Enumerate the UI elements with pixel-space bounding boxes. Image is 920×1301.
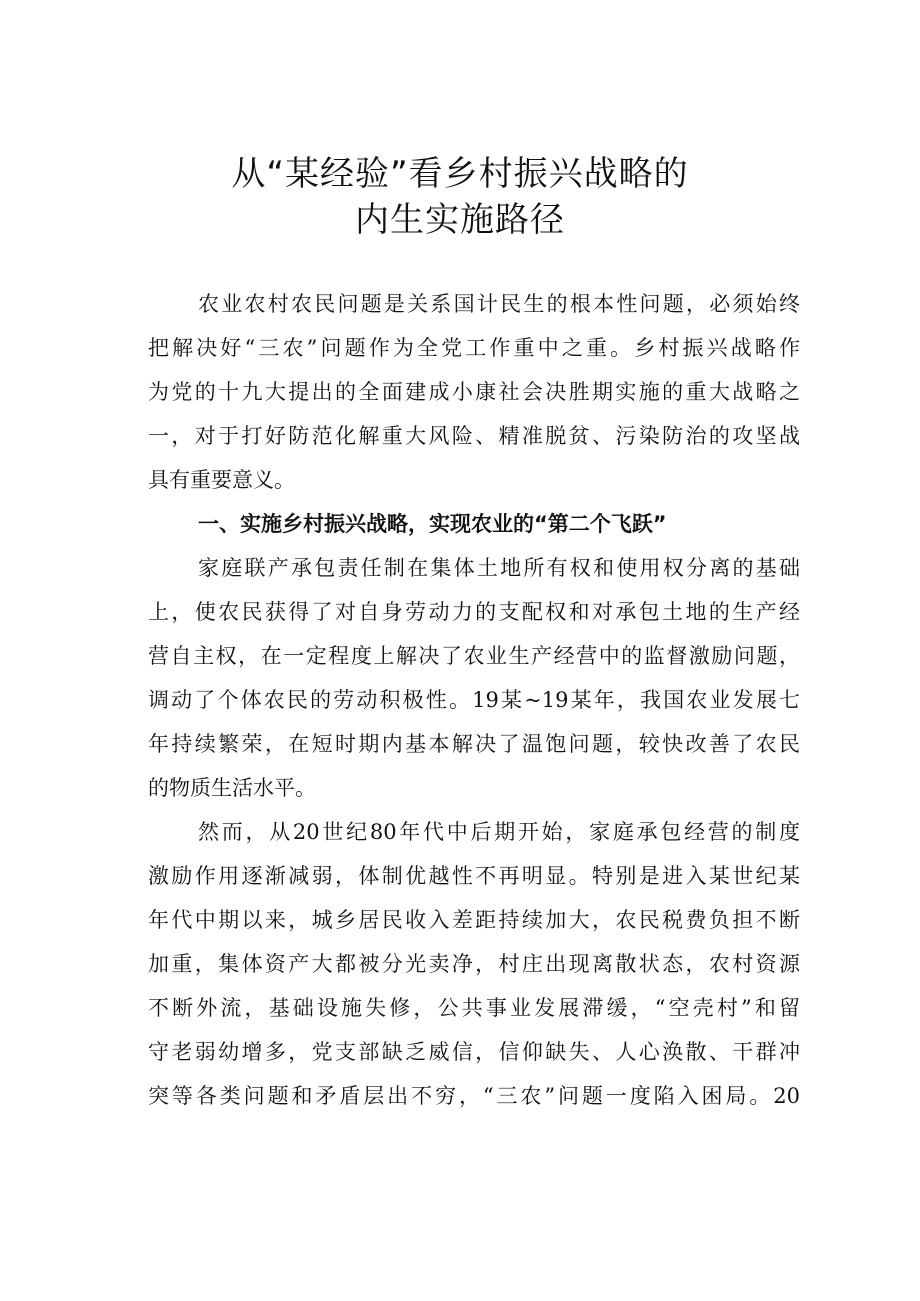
paragraph-2-line: 调动了个体农民的劳动积极性。19某~19某年，我国农业发展七 (148, 688, 800, 712)
paragraph-3-line: 不断外流，基础设施失修，公共事业发展滞缓，“空壳村”和留 (148, 996, 800, 1020)
paragraph-1-line: 一，对于打好防范化解重大风险、精准脱贫、污染防治的攻坚战 (148, 424, 800, 448)
paragraph-3-line: 守老弱幼增多，党支部缺乏威信，信仰缺失、人心涣散、干群冲 (148, 1040, 800, 1064)
paragraph-2-line: 的物质生活水平。 (148, 776, 316, 800)
paragraph-1-line: 把解决好“三农”问题作为全党工作重中之重。乡村振兴战略作 (148, 336, 800, 360)
paragraph-2-line: 家庭联产承包责任制在集体土地所有权和使用权分离的基础 (198, 556, 800, 580)
paragraph-3-line: 激励作用逐渐减弱，体制优越性不再明显。特别是进入某世纪某 (148, 864, 800, 888)
document-title-line-2: 内生实施路径 (355, 200, 565, 240)
paragraph-1-line: 农业农村农民问题是关系国计民生的根本性问题，必须始终 (198, 292, 800, 316)
document-title-line-1: 从“某经验”看乡村振兴战略的 (231, 154, 689, 194)
paragraph-1-line: 具有重要意义。 (148, 468, 295, 492)
paragraph-2-line: 营自主权，在一定程度上解决了农业生产经营中的监督激励问题， (148, 644, 800, 668)
paragraph-3-line: 然而，从20世纪80年代中后期开始，家庭承包经营的制度 (198, 820, 800, 844)
section-1-heading: 一、实施乡村振兴战略，实现农业的“第二个飞跃” (198, 512, 667, 536)
paragraph-2-line: 年持续繁荣，在短时期内基本解决了温饱问题，较快改善了农民 (148, 732, 800, 756)
paragraph-1-line: 为党的十九大提出的全面建成小康社会决胜期实施的重大战略之 (148, 380, 800, 404)
paragraph-3-line: 年代中期以来，城乡居民收入差距持续加大，农民税费负担不断 (148, 908, 800, 932)
paragraph-2-line: 上，使农民获得了对自身劳动力的支配权和对承包土地的生产经 (148, 600, 800, 624)
paragraph-3-line: 加重，集体资产大都被分光卖净，村庄出现离散状态，农村资源 (148, 952, 800, 976)
paragraph-3-line: 突等各类问题和矛盾层出不穷，“三农”问题一度陷入困局。20 (148, 1084, 800, 1108)
